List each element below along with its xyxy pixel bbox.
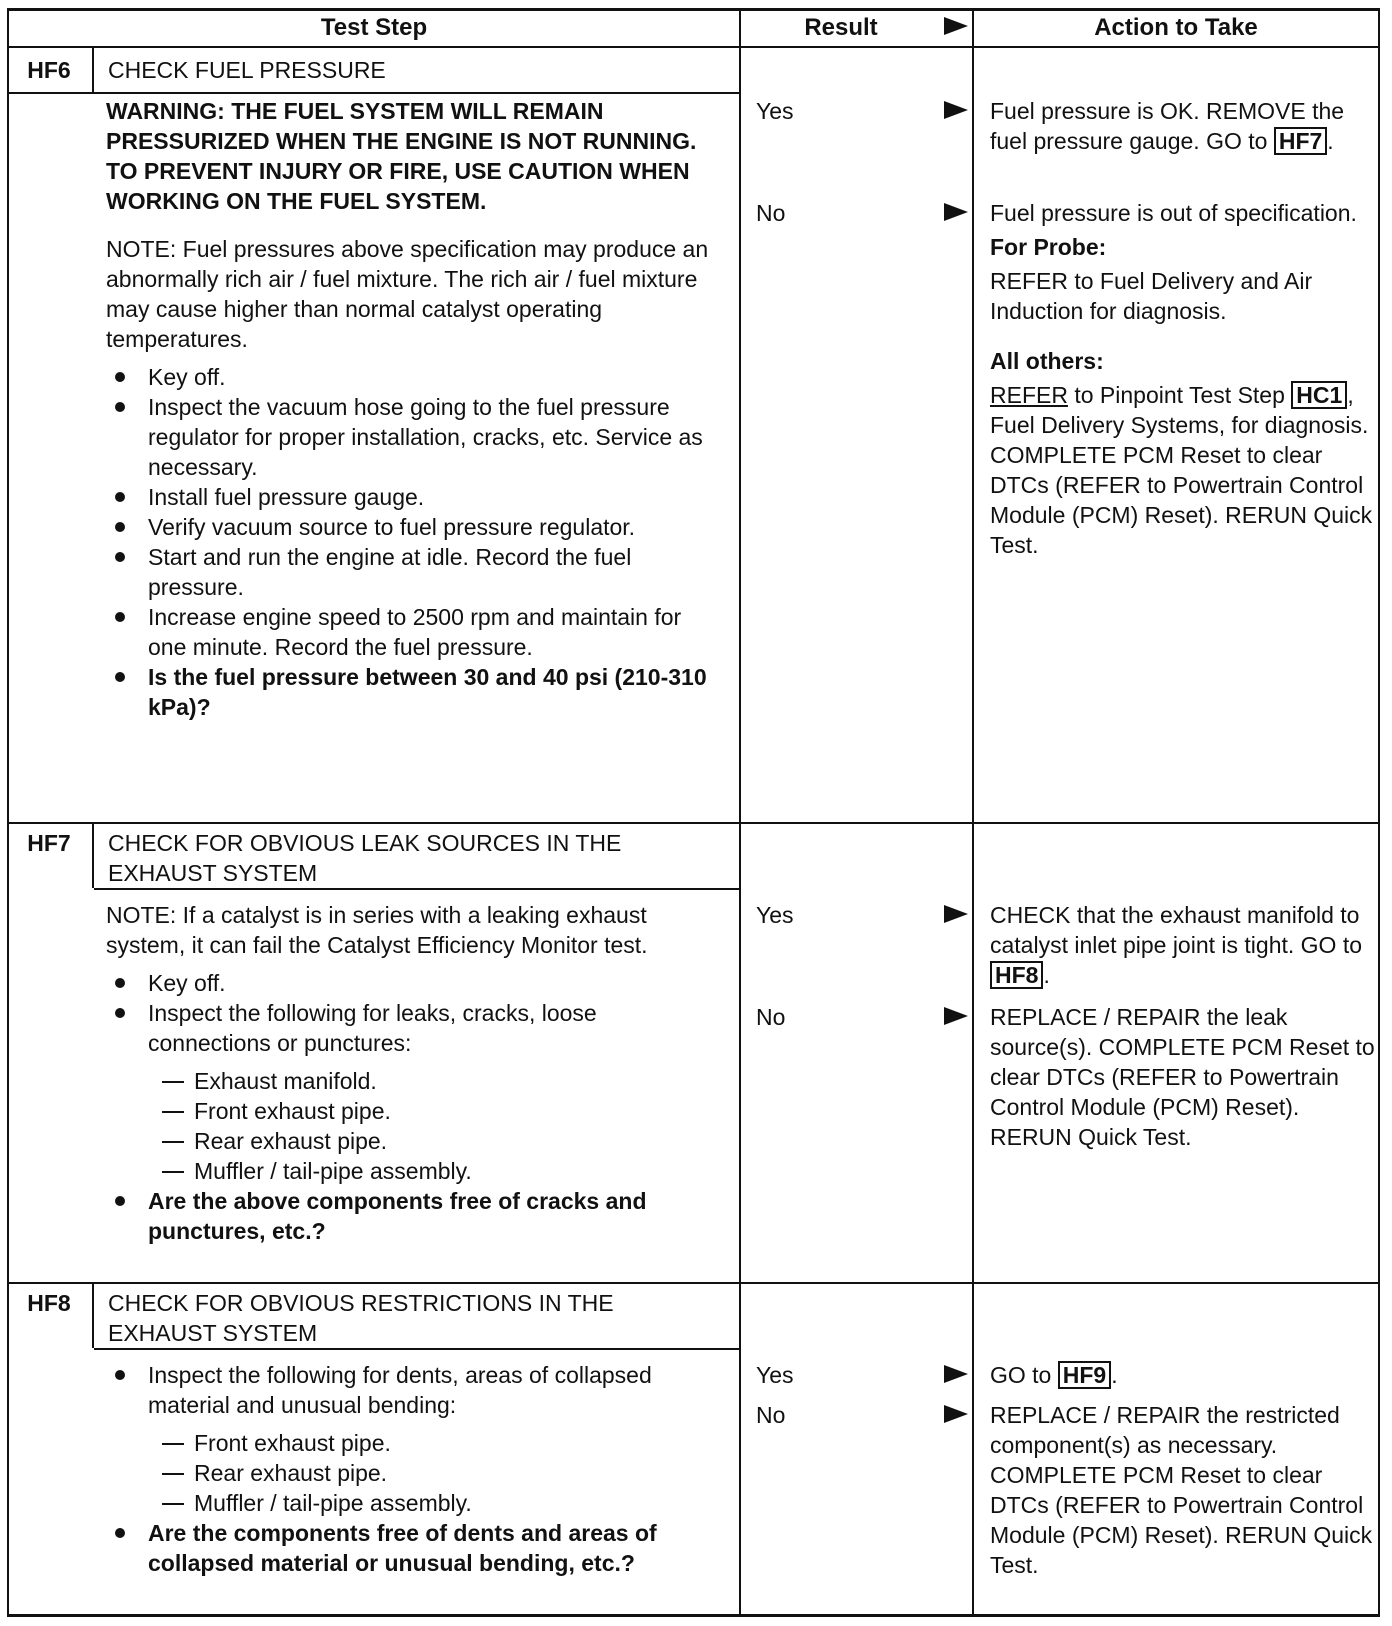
hf8-id-separator bbox=[92, 1282, 94, 1348]
hf7-yes-action-text: CHECK that the exhaust manifold to catalyst inlet pipe joint is tight. GO to bbox=[990, 902, 1363, 958]
hf7-yes-arrow-icon bbox=[944, 905, 968, 923]
step-id-hf7: HF7 bbox=[27, 830, 71, 856]
probe-action: REFER to Fuel Delivery and Air Induction for diagnosis. bbox=[990, 268, 1313, 324]
ref-hc1[interactable]: HC1 bbox=[1291, 381, 1347, 409]
hf7-no-label: No bbox=[756, 1004, 786, 1030]
step-body-hf6 bbox=[106, 96, 716, 722]
list-item: Increase engine speed to 2500 rpm and maintain for one minute. Record the fuel pressure. bbox=[106, 602, 716, 662]
question-item: Are the components free of dents and areas of collapsed material or unusual bending, etc.? bbox=[106, 1518, 716, 1578]
hf7-no-arrow-icon bbox=[944, 1007, 968, 1025]
hf8-no-arrow-icon bbox=[944, 1405, 968, 1423]
list-item: Exhaust manifold. bbox=[106, 1066, 716, 1096]
bullet-list bbox=[106, 362, 716, 722]
list-item: Key off. bbox=[106, 362, 716, 392]
hf8-yes-action bbox=[990, 1360, 1375, 1390]
hf7-yes-action-end: . bbox=[1043, 962, 1050, 988]
table-left-border bbox=[7, 8, 9, 1617]
dash-list bbox=[106, 1066, 716, 1186]
hf7-yes-label: Yes bbox=[756, 902, 794, 928]
ref-hf9[interactable]: HF9 bbox=[1058, 1361, 1111, 1389]
hf6-no-arrow-icon bbox=[944, 203, 968, 221]
table-bottom-border bbox=[7, 1614, 1380, 1617]
step-id-hf6: HF6 bbox=[27, 57, 71, 83]
warning-text: WARNING: THE FUEL SYSTEM WILL REMAIN PRESSURIZED WHEN THE ENGINE IS NOT RUNNING. TO PREVENT INJURY OR FIRE, USE CAUTION WHEN WORKING ON THE FUEL SYSTEM. bbox=[106, 98, 697, 214]
question-item: Are the above components free of cracks and punctures, etc.? bbox=[106, 1186, 716, 1246]
action-column-divider bbox=[972, 8, 974, 1617]
header-test-step: Test Step bbox=[320, 14, 428, 41]
hf8-no-action: REPLACE / REPAIR the restricted component(s) as necessary. COMPLETE PCM Reset to clear DTCs (REFER to Powertrain Control Module (PCM) Reset). RERUN Quick Test. bbox=[990, 1402, 1373, 1578]
list-item: Inspect the vacuum hose going to the fuel pressure regulator for proper installation, cracks, etc. Service as necessary. bbox=[106, 392, 716, 482]
list-item: Muffler / tail-pipe assembly. bbox=[106, 1156, 716, 1186]
step-title-hf8: CHECK FOR OBVIOUS RESTRICTIONS IN THE EXHAUST SYSTEM bbox=[108, 1290, 614, 1346]
hf7-yes-action bbox=[990, 900, 1375, 990]
hf7-no-action: REPLACE / REPAIR the leak source(s). COMPLETE PCM Reset to clear DTCs (REFER to Powertrain Control Module (PCM) Reset). RERUN Quick Test. bbox=[990, 1004, 1375, 1150]
hf8-yes-label: Yes bbox=[756, 1362, 794, 1388]
list-item: Key off. bbox=[106, 968, 716, 998]
hf7-row-top-border bbox=[7, 822, 1380, 824]
hf6-no-action bbox=[990, 198, 1375, 560]
hf8-no-label: No bbox=[756, 1402, 786, 1428]
question-list bbox=[106, 1186, 716, 1246]
others-action-pre: to Pinpoint Test Step bbox=[1067, 382, 1285, 408]
ref-hf7[interactable]: HF7 bbox=[1274, 127, 1327, 155]
others-action bbox=[990, 380, 1375, 560]
hf8-yes-action-end: . bbox=[1111, 1362, 1118, 1388]
hf7-title-underline bbox=[94, 888, 740, 890]
header-bottom-border bbox=[7, 46, 1380, 48]
hf8-row-top-border bbox=[7, 1282, 1380, 1284]
hf7-id-separator bbox=[92, 822, 94, 888]
bullet-list bbox=[106, 968, 716, 1058]
table-top-border bbox=[7, 8, 1380, 11]
step-body-hf8 bbox=[106, 1360, 716, 1578]
list-item: Install fuel pressure gauge. bbox=[106, 482, 716, 512]
step-title-hf7: CHECK FOR OBVIOUS LEAK SOURCES IN THE EXHAUST SYSTEM bbox=[108, 830, 622, 886]
list-item: Verify vacuum source to fuel pressure regulator. bbox=[106, 512, 716, 542]
step-body-hf7 bbox=[106, 900, 716, 1246]
bullet-list bbox=[106, 1360, 716, 1420]
header-action: Action to Take bbox=[1094, 14, 1258, 41]
step-id-hf8: HF8 bbox=[27, 1290, 71, 1316]
table-right-border bbox=[1378, 8, 1380, 1617]
hf6-title-underline bbox=[7, 92, 740, 94]
header-result: Result bbox=[804, 14, 878, 41]
dash-list bbox=[106, 1428, 716, 1518]
list-item: Start and run the engine at idle. Record the fuel pressure. bbox=[106, 542, 716, 602]
list-item: Rear exhaust pipe. bbox=[106, 1126, 716, 1156]
refer-link[interactable]: REFER bbox=[990, 382, 1068, 408]
hf6-yes-label: Yes bbox=[756, 98, 794, 124]
probe-label: For Probe: bbox=[990, 234, 1107, 260]
question-list bbox=[106, 1518, 716, 1578]
step-title-hf6: CHECK FUEL PRESSURE bbox=[108, 57, 386, 83]
list-item: Inspect the following for dents, areas of collapsed material and unusual bending: bbox=[106, 1360, 716, 1420]
hf6-id-separator bbox=[92, 46, 94, 92]
list-item: Rear exhaust pipe. bbox=[106, 1458, 716, 1488]
header-arrow-icon bbox=[944, 17, 968, 35]
hf8-yes-action-text: GO to bbox=[990, 1362, 1052, 1388]
others-label: All others: bbox=[990, 348, 1104, 374]
hf8-title-underline bbox=[94, 1348, 740, 1350]
result-column-divider bbox=[739, 8, 741, 1617]
note-text: NOTE: If a catalyst is in series with a leaking exhaust system, it can fail the Catalyst Efficiency Monitor test. bbox=[106, 902, 648, 958]
hf6-yes-action-text: Fuel pressure is OK. REMOVE the fuel pressure gauge. GO to bbox=[990, 98, 1345, 154]
hf6-yes-action bbox=[990, 96, 1375, 156]
hf6-no-label: No bbox=[756, 200, 786, 226]
list-item: Front exhaust pipe. bbox=[106, 1428, 716, 1458]
list-item: Muffler / tail-pipe assembly. bbox=[106, 1488, 716, 1518]
list-item: Front exhaust pipe. bbox=[106, 1096, 716, 1126]
hf6-no-action-text: Fuel pressure is out of specification. bbox=[990, 200, 1357, 226]
hf6-yes-arrow-icon bbox=[944, 101, 968, 119]
list-item: Inspect the following for leaks, cracks, loose connections or punctures: bbox=[106, 998, 716, 1058]
hf6-yes-action-end: . bbox=[1327, 128, 1334, 154]
ref-hf8[interactable]: HF8 bbox=[990, 961, 1043, 989]
others-action-post: , Fuel Delivery Systems, for diagnosis. COMPLETE PCM Reset to clear DTCs (REFER to Powertrain Control Module (PCM) Reset). RERUN Quick Test. bbox=[990, 382, 1373, 558]
hf8-yes-arrow-icon bbox=[944, 1365, 968, 1383]
question-item: Is the fuel pressure between 30 and 40 psi (210-310 kPa)? bbox=[106, 662, 716, 722]
note-text: NOTE: Fuel pressures above specification may produce an abnormally rich air / fuel mixture. The rich air / fuel mixture may cause higher than normal catalyst operating temperatures. bbox=[106, 236, 709, 352]
